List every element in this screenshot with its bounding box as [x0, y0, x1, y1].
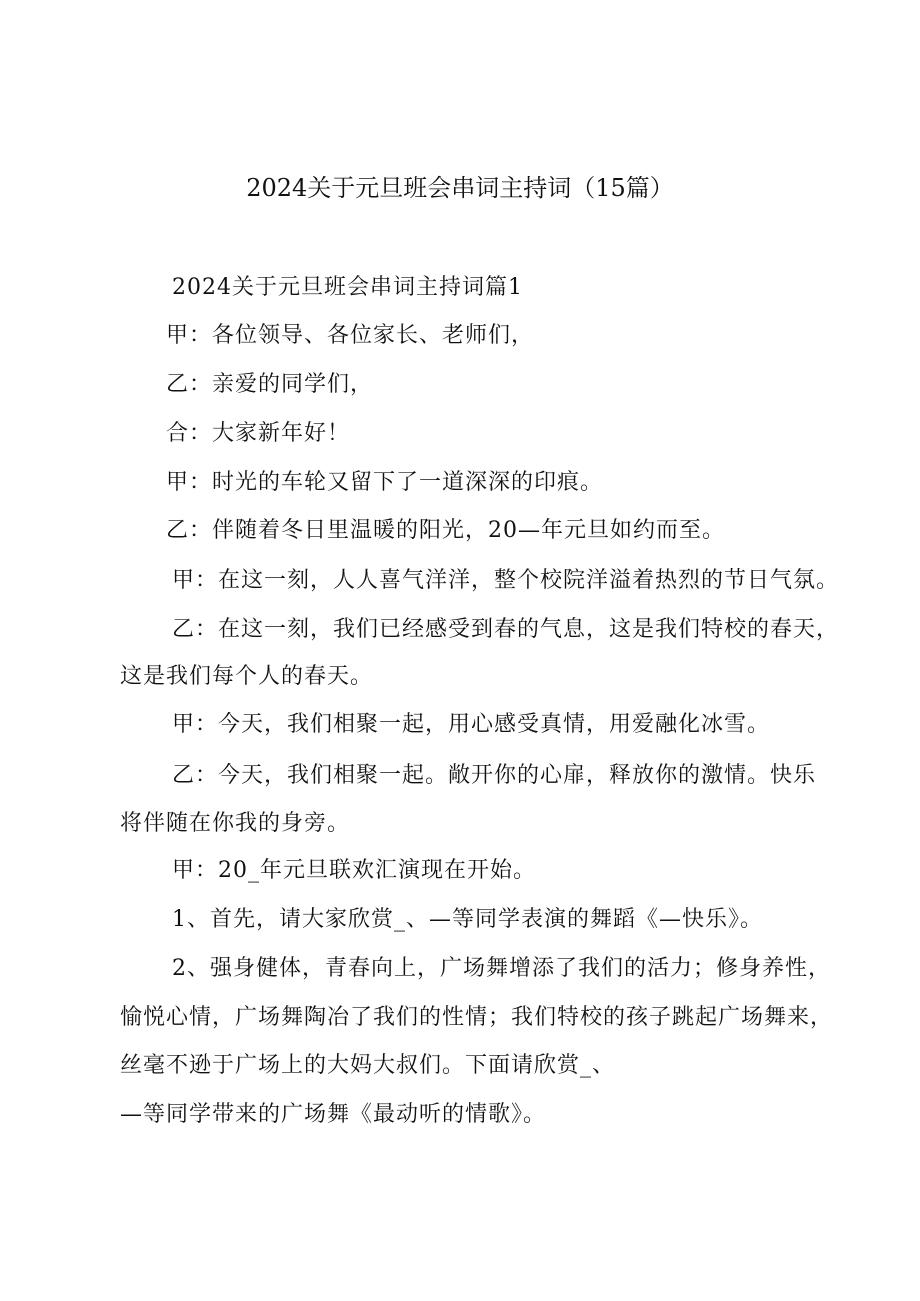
paragraph-line: 合：大家新年好！ [166, 421, 351, 446]
section-heading: 2024关于元旦班会串词主持词篇1 [172, 275, 523, 300]
paragraph-line: —等同学带来的广场舞《最动听的情歌》。 [120, 1102, 547, 1127]
paragraph-line: 1、首先，请大家欣赏_、—等同学表演的舞蹈《—快乐》。 [172, 907, 763, 932]
paragraph-line: 乙：在这一刻，我们已经感受到春的气息，这是我们特校的春天， [172, 617, 840, 642]
paragraph-line: 这是我们每个人的春天。 [120, 664, 374, 689]
paragraph-line: 甲：时光的车轮又留下了一道深深的印痕。 [166, 470, 604, 495]
paragraph-line: 甲：今天，我们相聚一起，用心感受真情，用爱融化冰雪。 [172, 712, 771, 737]
paragraph-line: 将伴随在你我的身旁。 [120, 811, 351, 836]
paragraph-line: 甲：各位领导、各位家长、老师们， [166, 323, 535, 348]
paragraph-line: 2、强身健体，青春向上，广场舞增添了我们的活力；修身养性， [172, 956, 831, 981]
paragraph-line: 乙：今天，我们相聚一起。敞开你的心扉，释放你的激情。快乐 [172, 763, 817, 788]
paragraph-line: 乙：伴随着冬日里温暖的阳光，20—年元旦如约而至。 [166, 518, 725, 543]
paragraph-line: 甲：在这一刻，人人喜气洋洋，整个校院洋溢着热烈的节日气氛。 [172, 568, 840, 593]
paragraph-line: 乙：亲爱的同学们， [166, 372, 374, 397]
document-title: 2024关于元旦班会串词主持词（15篇） [246, 174, 674, 202]
paragraph-line: 丝毫不逊于广场上的大妈大叔们。下面请欣赏_、 [120, 1053, 616, 1078]
paragraph-line: 甲：20_年元旦联欢汇演现在开始。 [172, 858, 536, 883]
paragraph-line: 愉悦心情，广场舞陶冶了我们的性情；我们特校的孩子跳起广场舞来， [120, 1005, 834, 1030]
